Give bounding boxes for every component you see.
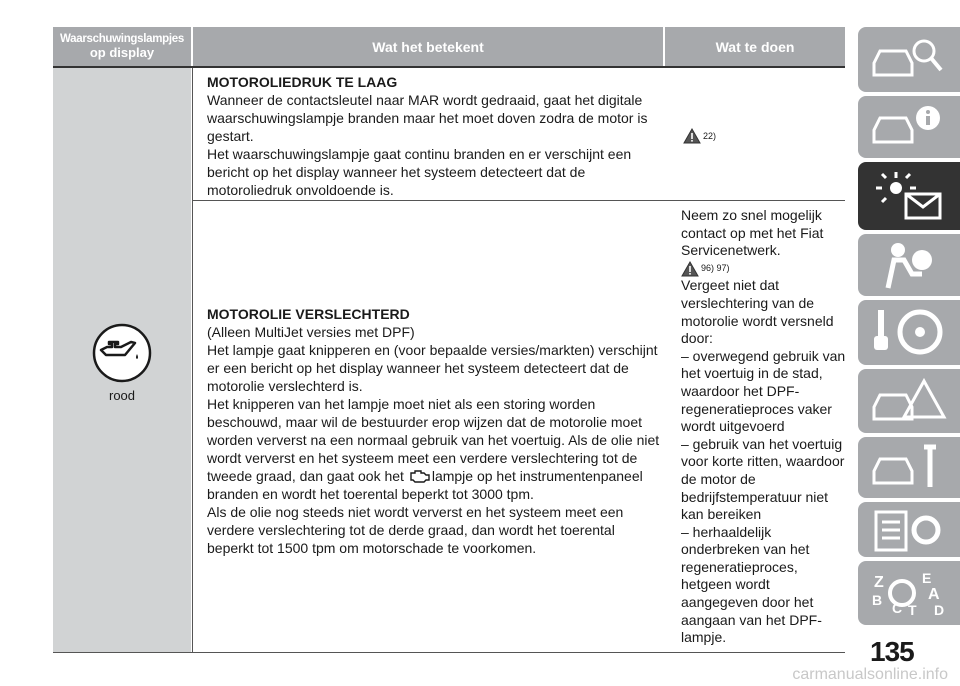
oil-pressure-icon — [91, 322, 153, 384]
row2-body-before: (Alleen MultiJet versies met DPF) Het lampje gaat knipperen en (voor bepaalde versies/markten) verschijnt er een bericht op het display wanneer het systeem detecteert dat de motorolie verslechterd is. Het knipperen van het lampje moet niet als een storing worden beschouwd, maar wil de bestuurder erop wijzen dat de motorolie moet worden ververst na een normaal gebruik van het voertuig. Als de olie niet wordt ververst en het systeem meet een verdere verslechtering tot de tweede graad, dan gaat ook het — [207, 324, 660, 484]
row2-ref: 96) 97) — [701, 262, 730, 273]
row2-title: MOTOROLIE VERSLECHTERD — [207, 306, 410, 322]
svg-text:A: A — [928, 586, 940, 603]
svg-text:T: T — [908, 602, 917, 618]
row1-body: Wanneer de contactsleutel naar MAR wordt gedraaid, gaat het digitale waarschuwingslampje branden maar het moet doven zodra de motor is gestart. Het waarschuwingslampje gaat continu branden en er verschijnt een bericht op het display wanneer het systeem detecteert dat de motoroliedruk onvoldoende is. — [207, 92, 648, 198]
row2-warning-ref — [681, 260, 847, 278]
header-col-warning-lights — [53, 27, 191, 66]
specs-icon — [868, 508, 948, 554]
warning-lights-icon — [868, 168, 948, 224]
header-col-action: Wat te doen — [665, 27, 845, 66]
row2-action — [681, 207, 847, 647]
row-divider — [193, 200, 845, 201]
tab-car-service[interactable] — [858, 437, 960, 498]
row2-meaning — [207, 305, 662, 557]
row2-todo-before: Neem zo snel mogelijk contact op met het Fiat Servicenetwerk. — [681, 207, 824, 259]
svg-text:E: E — [922, 570, 932, 586]
tab-airbag[interactable] — [858, 234, 960, 296]
row1-ref: 22) — [703, 131, 717, 141]
car-warning-icon — [868, 375, 948, 427]
row1-meaning — [207, 73, 662, 199]
airbag-icon — [868, 240, 948, 290]
tab-car-search[interactable] — [858, 27, 960, 92]
warning-triangle-icon — [681, 261, 699, 277]
warning-triangle-icon — [683, 128, 701, 144]
header-col1-line2: op display — [89, 45, 155, 60]
row2-body — [207, 323, 662, 557]
row1-title: MOTOROLIEDRUK TE LAAG — [207, 74, 398, 90]
svg-text:B: B — [872, 592, 883, 608]
header-col-meaning: Wat het betekent — [193, 27, 663, 66]
steering-key-icon — [868, 306, 948, 358]
watermark: carmanualsonline.info — [792, 666, 948, 683]
row2-body-after: lampje op het instrumentenpaneel branden en wordt het toerental beperkt tot 3000 tpm. Als de olie nog steeds niet wordt ververst en het systeem meet een verdere verslechtering tot de derde graad, dan wordt het toerental beperkt tot 1500 tpm om motorschade te voorkomen. — [207, 468, 643, 556]
tab-car-info[interactable] — [858, 96, 960, 158]
header-col1-line1: Waarschuwingslampjes — [60, 33, 184, 45]
row2-todo-after: Vergeet niet dat verslechtering van de motorolie wordt versneld door: – overwegend gebruik van het voertuig in de stad, waardoor het DPF-regeneratieproces vaker wordt uitgevoerd – gebruik van het voertuig voor korte ritten, waardoor de motor de bedrijfstemperatuur niet kan bereiken – herhaaldelijk onderbreken van het regeneratieproces, hetgeen wordt aangegeven door het aangaan van het DPF-lampje. — [681, 277, 846, 646]
tab-specs[interactable] — [858, 502, 960, 557]
index-icon — [868, 567, 948, 619]
engine-icon — [408, 469, 432, 483]
tab-index[interactable] — [858, 561, 960, 625]
svg-text:Z: Z — [874, 574, 884, 591]
tab-steering-key[interactable] — [858, 300, 960, 365]
tab-car-warning[interactable] — [858, 369, 960, 433]
svg-text:D: D — [934, 602, 945, 618]
table-bottom-line — [53, 652, 845, 653]
color-label: rood — [108, 388, 136, 403]
svg-text:C: C — [892, 600, 903, 616]
car-info-icon — [868, 102, 948, 152]
row1-warning-ref — [683, 128, 716, 144]
car-service-icon — [868, 443, 948, 493]
car-search-icon — [868, 33, 948, 85]
column-divider — [192, 68, 193, 652]
tab-warning-lights[interactable] — [858, 162, 960, 230]
page-number: 135 — [870, 636, 914, 667]
